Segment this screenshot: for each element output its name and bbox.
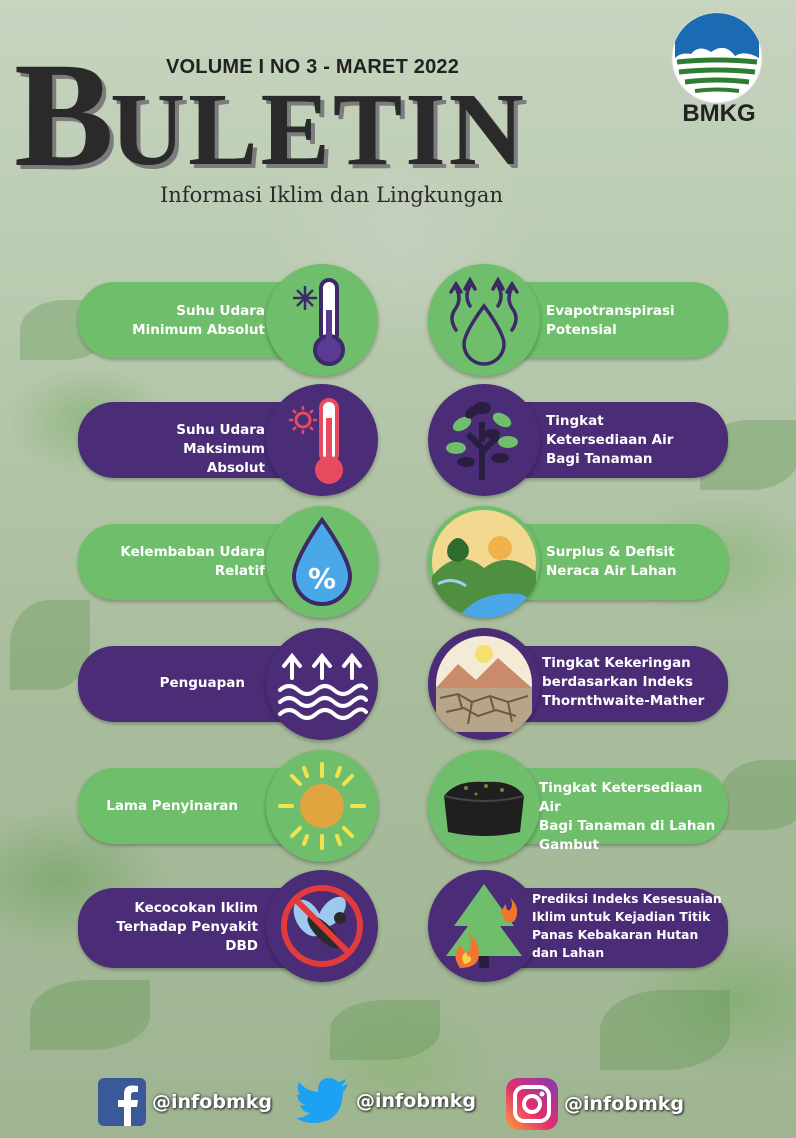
item-label: Kecocokan Iklim Terhadap Penyakit DBD [116, 900, 258, 954]
svg-text:%: % [307, 562, 337, 595]
social-instagram[interactable] [506, 1078, 684, 1130]
item-label: Suhu Udara Maksimum Absolut [176, 422, 265, 476]
forest-fire-icon [428, 870, 540, 982]
item-label: Tingkat Ketersediaan Air Bagi Tanaman di Lahan Gambut [539, 780, 716, 853]
bmkg-logo-text: BMKG [682, 100, 756, 127]
no-mosquito-icon [266, 870, 378, 982]
evapotranspiration-drop-icon [428, 264, 540, 376]
evaporation-waves-icon [266, 628, 378, 740]
volume-issue: VOLUME I NO 3 - MARET 2022 [166, 56, 460, 78]
item-label: Prediksi Indeks Kesesuaian Iklim untuk Kejadian Titik Panas Kebakaran Hutan dan Lahan [532, 892, 722, 960]
item-label: Lama Penyinaran [106, 798, 238, 814]
dry-land-icon [428, 628, 540, 740]
facebook-handle: @infobmkg [152, 1091, 272, 1113]
twitter-handle: @infobmkg [356, 1090, 476, 1112]
item-label: Surplus & Defisit Neraca Air Lahan [546, 544, 677, 579]
item-label: Evapotranspirasi Potensial [546, 303, 675, 338]
subtitle: Informasi Iklim dan Lingkungan [160, 183, 503, 207]
hot-thermometer-icon [266, 384, 378, 496]
tree-icon [428, 384, 540, 496]
humidity-drop-icon [266, 506, 378, 618]
title-initial: B [14, 32, 111, 198]
facebook-icon [98, 1078, 146, 1126]
instagram-icon [506, 1078, 558, 1130]
peat-soil-icon [428, 750, 540, 862]
landscape-water-icon [428, 506, 540, 618]
item-label: Tingkat Ketersediaan Air Bagi Tanaman [546, 413, 674, 467]
item-label: Penguapan [159, 675, 245, 691]
instagram-handle: @infobmkg [564, 1093, 684, 1115]
sun-icon [266, 750, 378, 862]
title-rest: ULETIN [110, 72, 527, 187]
social-facebook[interactable] [98, 1078, 272, 1126]
social-twitter[interactable] [296, 1078, 476, 1124]
item-label: Kelembaban Udara Relatif [120, 544, 265, 579]
item-label: Tingkat Kekeringan berdasarkan Indeks Thornthwaite-Mather [542, 655, 705, 709]
cold-thermometer-icon [266, 264, 378, 376]
item-label: Suhu Udara Minimum Absolut [132, 303, 265, 338]
twitter-icon [296, 1078, 350, 1124]
